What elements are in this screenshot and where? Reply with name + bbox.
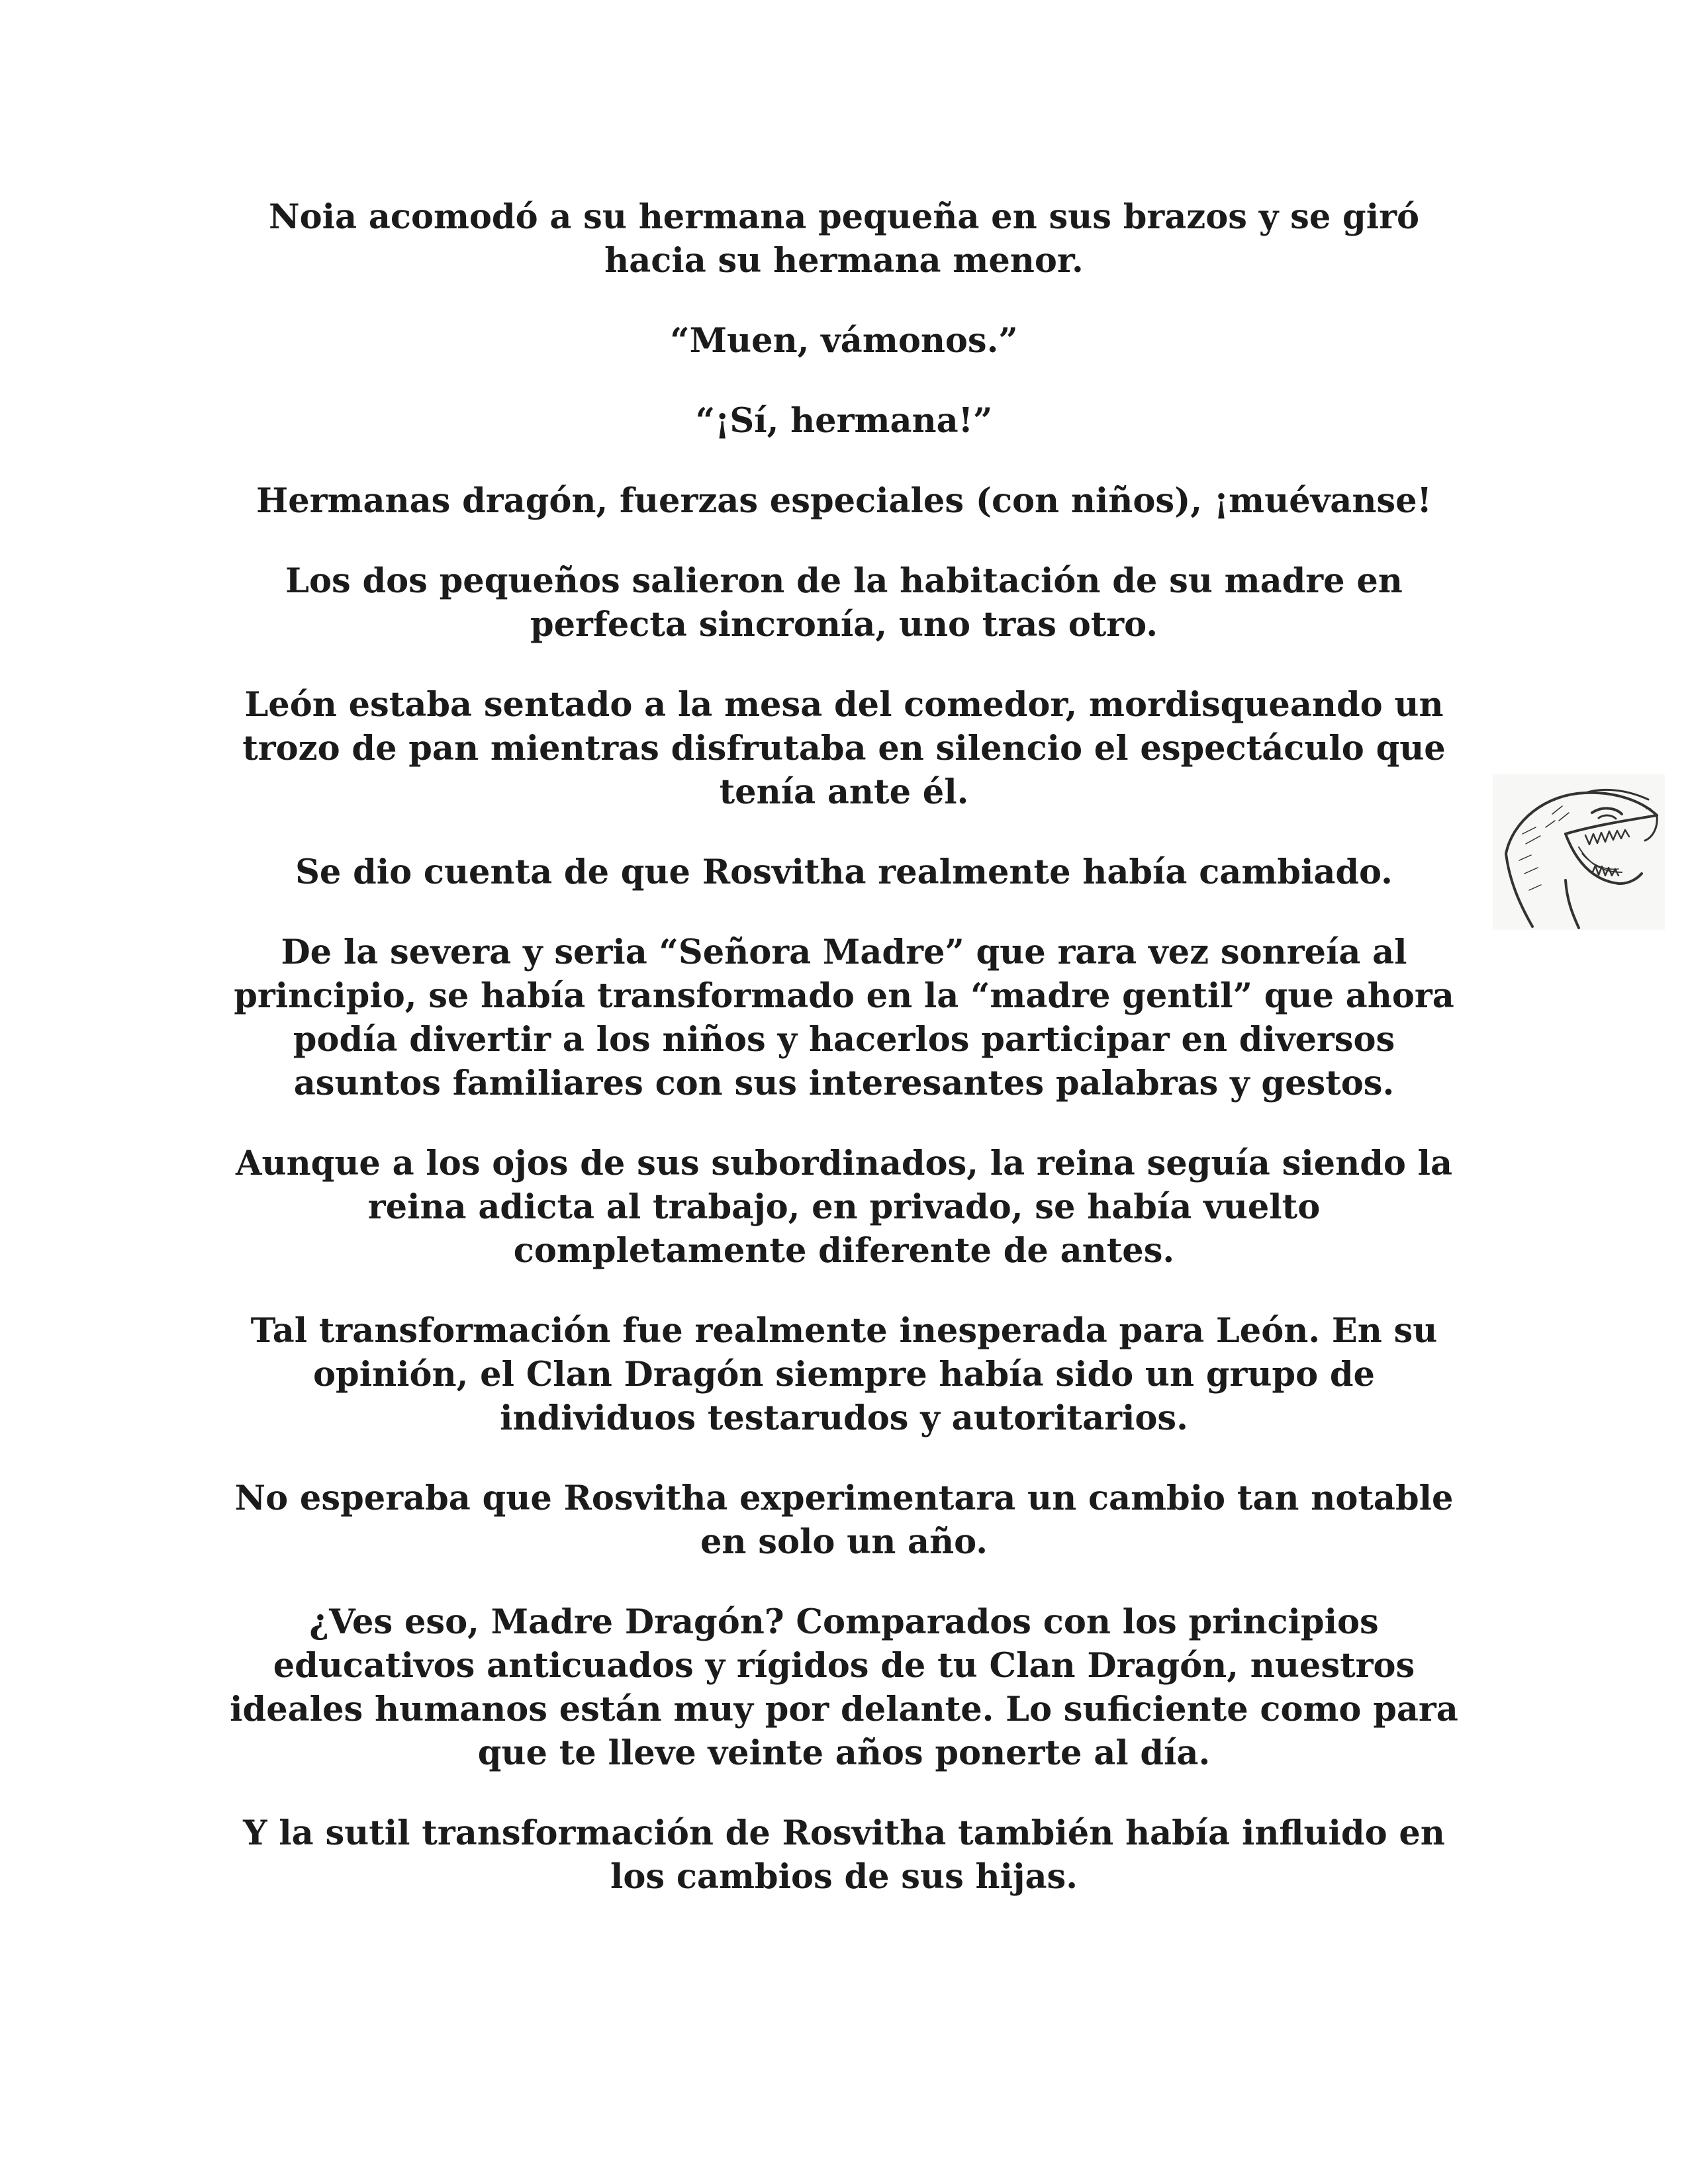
- paragraph-7: Se dio cuenta de que Rosvitha realmente había cambiado.: [295, 852, 1393, 892]
- paragraph-6: León estaba sentado a la mesa del comedor, mordisqueando un trozo de pan mientras disfrutaba en silencio el espectáculo que tenía ante él.: [242, 685, 1446, 812]
- paragraph-2: “Muen, vámonos.”: [670, 321, 1018, 361]
- paragraph-3: “¡Sí, hermana!”: [695, 401, 993, 441]
- paragraph-1: Noia acomodó a su hermana pequeña en sus brazos y se giró hacia su hermana menor.: [269, 197, 1419, 281]
- paragraph-11: No esperaba que Rosvitha experimentara un cambio tan notable en solo un año.: [234, 1479, 1454, 1562]
- paragraph-5: Los dos pequeños salieron de la habitación de su madre en perfecta sincronía, uno tras otro.: [285, 561, 1403, 645]
- paragraph-8: De la severa y seria “Señora Madre” que rara vez sonreía al principio, se había transformado en la “madre gentil” que ahora podía divertir a los niños y hacerlos participar en diversos asuntos familiares con sus interesantes palabras y gestos.: [234, 933, 1454, 1103]
- paragraph-9: Aunque a los ojos de sus subordinados, la reina seguía siendo la reina adicta al trabajo, en privado, se había vuelto completamente diferente de antes.: [235, 1144, 1453, 1271]
- paragraph-12: ¿Ves eso, Madre Dragón? Comparados con los principios educativos anticuados y rígidos de tu Clan Dragón, nuestros ideales humanos están muy por delante. Lo suficiente como para que te lleve veinte años ponerte al día.: [230, 1602, 1458, 1773]
- text-body: [218, 195, 1470, 1935]
- dragon-head-sketch-icon: [1493, 774, 1665, 930]
- paragraph-13: Y la sutil transformación de Rosvitha también había influido en los cambios de sus hijas.: [243, 1813, 1445, 1897]
- paragraph-10: Tal transformación fue realmente inesperada para León. En su opinión, el Clan Dragón siempre había sido un grupo de individuos testarudos y autoritarios.: [250, 1311, 1438, 1438]
- paragraph-4: Hermanas dragón, fuerzas especiales (con niños), ¡muévanse!: [256, 481, 1432, 521]
